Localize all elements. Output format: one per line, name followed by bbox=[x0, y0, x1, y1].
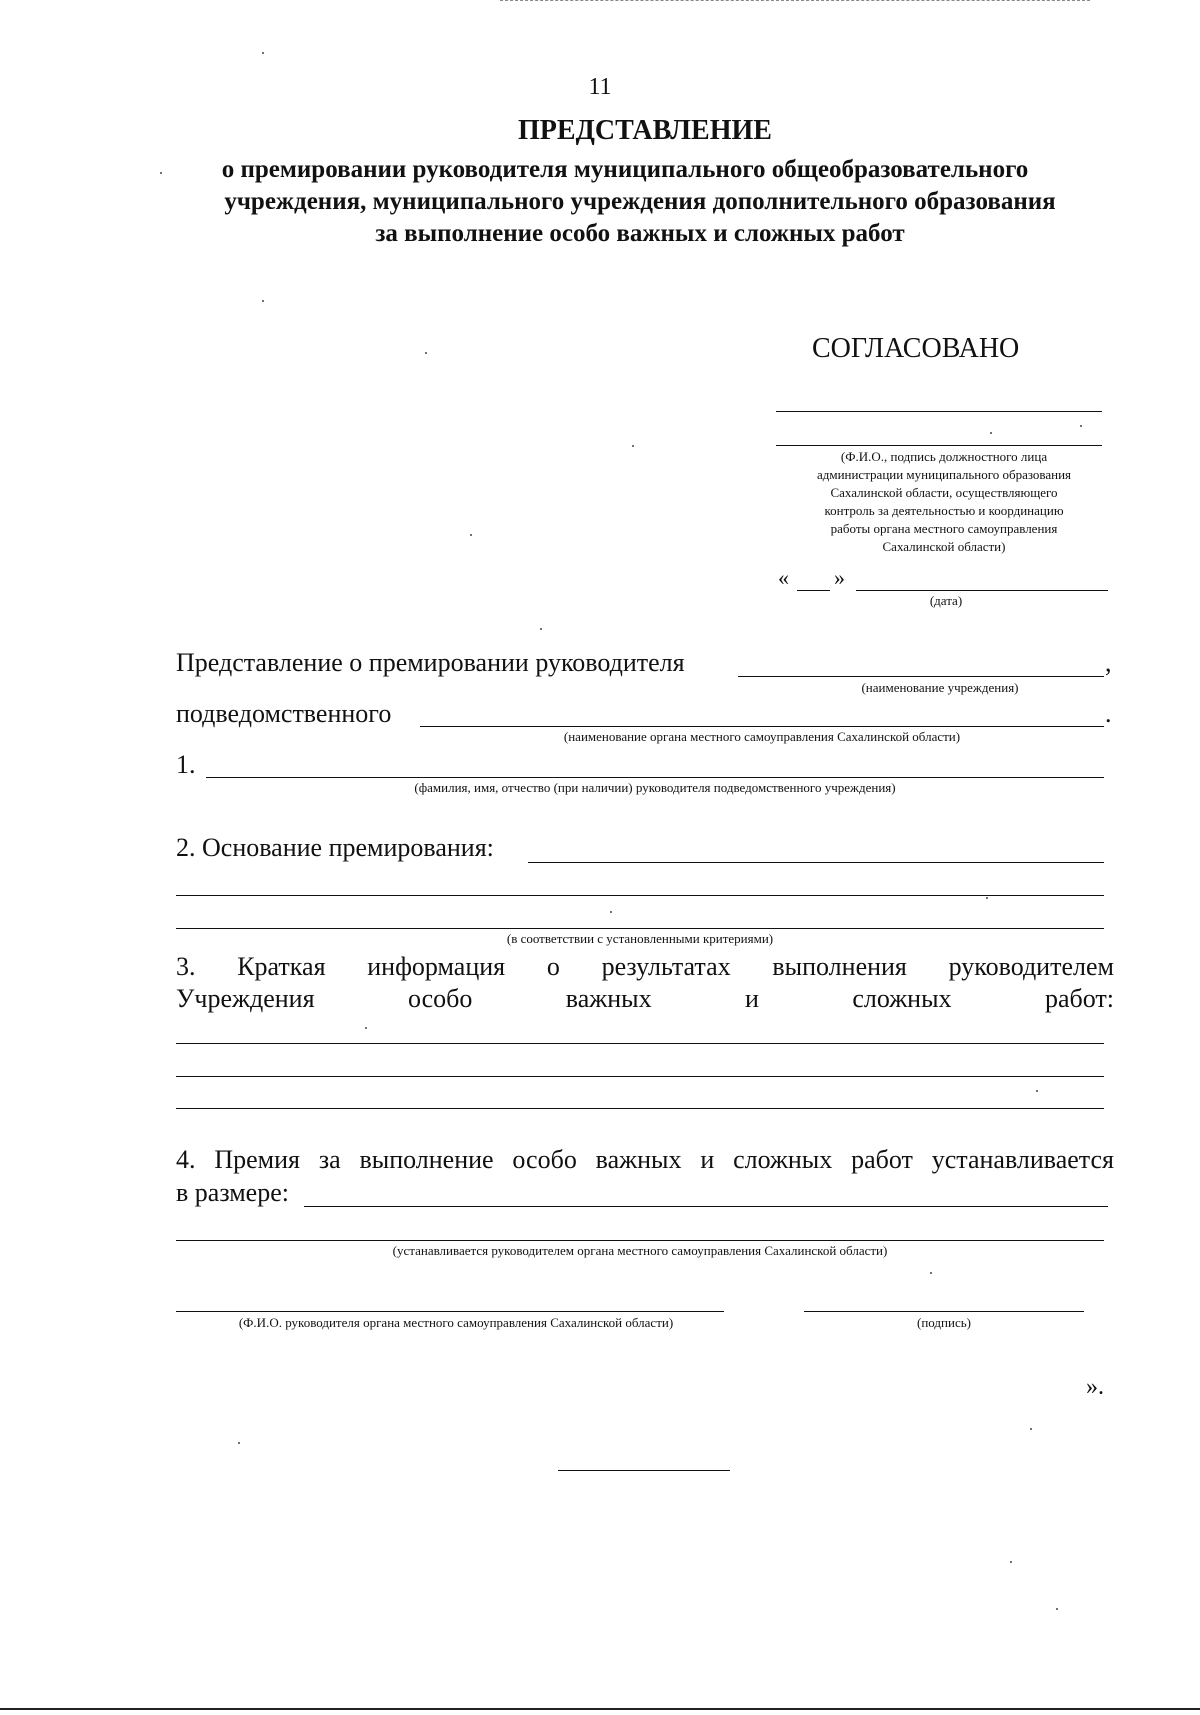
scan-speck bbox=[160, 172, 162, 174]
signature-name-caption: (Ф.И.О. руководителя органа местного самоуправления Сахалинской области) bbox=[238, 1315, 674, 1330]
scan-top-fragment bbox=[500, 0, 1090, 1]
scan-speck bbox=[1036, 1090, 1038, 1092]
approval-caption-3: Сахалинской области, осуществляющего bbox=[830, 485, 1058, 500]
intro-line-2: подведомственного bbox=[176, 699, 392, 728]
authority-name-line bbox=[420, 726, 1104, 727]
item3-word: важных bbox=[565, 984, 652, 1013]
item2-label: 2. Основание премирования: bbox=[176, 833, 494, 862]
item4-word: 4. bbox=[176, 1145, 196, 1174]
scan-speck bbox=[632, 445, 634, 447]
item4-line-3 bbox=[176, 1240, 1104, 1241]
item2-line-3 bbox=[176, 928, 1104, 929]
subtitle-line-1: о премировании руководителя муниципального общеобразовательного bbox=[221, 156, 1029, 183]
date-quote-close: » bbox=[834, 565, 845, 590]
item3-word: Краткая bbox=[237, 952, 326, 981]
intro-line-1: Представление о премировании руководителя bbox=[176, 648, 685, 677]
item3-word: особо bbox=[407, 984, 473, 1013]
approval-heading: СОГЛАСОВАНО bbox=[812, 333, 1020, 364]
institution-name-caption: (наименование учреждения) bbox=[861, 680, 1019, 695]
approval-caption-5: работы органа местного самоуправления bbox=[830, 521, 1058, 536]
scan-speck bbox=[986, 897, 988, 899]
item4-word: за bbox=[318, 1145, 341, 1174]
item3-word: Учреждения bbox=[176, 984, 315, 1013]
item3-row-2 bbox=[176, 984, 1114, 1014]
page-number: 11 bbox=[588, 74, 612, 100]
approval-caption-1: (Ф.И.О., подпись должностного лица bbox=[840, 449, 1048, 464]
item3-word: руководителем bbox=[948, 952, 1114, 981]
item4-word: важных bbox=[595, 1145, 682, 1174]
item3-word: 3. bbox=[176, 952, 196, 981]
item4-row-1 bbox=[176, 1145, 1114, 1175]
item1-caption: (фамилия, имя, отчество (при наличии) руководителя подведомственного учреждения) bbox=[414, 780, 896, 795]
approval-caption-2: администрации муниципального образования bbox=[816, 467, 1072, 482]
scan-speck bbox=[1080, 425, 1082, 427]
item2-caption: (в соответствии с установленными критериями) bbox=[506, 931, 774, 946]
item3-line-2 bbox=[176, 1076, 1104, 1077]
item4-word: Премия bbox=[214, 1145, 300, 1174]
intro-line-2-period: . bbox=[1105, 699, 1112, 728]
item3-row-1 bbox=[176, 952, 1114, 982]
item3-word: сложных bbox=[852, 984, 952, 1013]
item3-word: результатах bbox=[601, 952, 731, 981]
item3-word: выполнения bbox=[772, 952, 907, 981]
signature-name-line bbox=[176, 1311, 724, 1312]
item4-line-2-text: в размере: bbox=[176, 1178, 289, 1207]
scan-speck bbox=[238, 1442, 240, 1444]
item3-word: информация bbox=[367, 952, 506, 981]
item3-line-1 bbox=[176, 1043, 1104, 1044]
item2-line-1 bbox=[528, 862, 1104, 863]
scan-speck bbox=[930, 1272, 932, 1274]
subtitle-line-3: за выполнение особо важных и сложных работ bbox=[375, 220, 905, 247]
approval-caption-6: Сахалинской области) bbox=[882, 539, 1006, 554]
intro-line-1-comma: , bbox=[1105, 648, 1112, 677]
signature-caption: (подпись) bbox=[917, 1315, 971, 1330]
item4-word: особо bbox=[512, 1145, 577, 1174]
item4-word: устанавливается bbox=[931, 1145, 1114, 1174]
scan-speck bbox=[1030, 1428, 1032, 1430]
end-separator-line bbox=[558, 1470, 730, 1471]
item3-word: работ: bbox=[1044, 984, 1114, 1013]
date-line bbox=[856, 590, 1108, 591]
approval-caption-4: контроль за деятельностью и координацию bbox=[824, 503, 1064, 518]
scan-speck bbox=[262, 300, 264, 302]
scan-speck bbox=[1056, 1608, 1058, 1610]
authority-name-caption: (наименование органа местного самоуправления Сахалинской области) bbox=[563, 729, 961, 744]
item1-number: 1. bbox=[176, 750, 196, 779]
item4-word: работ bbox=[851, 1145, 913, 1174]
scan-speck bbox=[540, 628, 542, 630]
scan-speck bbox=[610, 911, 612, 913]
item2-line-2 bbox=[176, 895, 1104, 896]
scan-speck bbox=[1010, 1561, 1012, 1563]
signature-line bbox=[804, 1311, 1084, 1312]
item3-word: о bbox=[546, 952, 560, 981]
item3-word: и bbox=[745, 984, 759, 1013]
item4-word: выполнение bbox=[359, 1145, 494, 1174]
item4-word: сложных bbox=[733, 1145, 833, 1174]
approval-line-1 bbox=[776, 411, 1102, 412]
approval-line-2 bbox=[776, 445, 1102, 446]
date-quote-open: « bbox=[778, 565, 789, 590]
document-title: ПРЕДСТАВЛЕНИЕ bbox=[518, 115, 772, 146]
date-caption: (дата) bbox=[929, 593, 963, 608]
item4-caption: (устанавливается руководителем органа местного самоуправления Сахалинской области) bbox=[392, 1243, 888, 1258]
item4-word: и bbox=[700, 1145, 715, 1174]
item1-name-line bbox=[206, 777, 1104, 778]
subtitle-line-2: учреждения, муниципального учреждения дополнительного образования bbox=[224, 188, 1056, 215]
scan-speck bbox=[425, 352, 427, 354]
scan-edge-line bbox=[0, 1708, 1200, 1710]
closing-quote-mark: ». bbox=[1086, 1374, 1104, 1400]
scan-speck bbox=[262, 52, 264, 54]
scan-speck bbox=[470, 534, 472, 536]
item4-amount-line bbox=[304, 1206, 1108, 1207]
scan-speck bbox=[990, 432, 992, 434]
institution-name-line bbox=[738, 676, 1104, 677]
item3-line-3 bbox=[176, 1108, 1104, 1109]
date-day-line bbox=[797, 590, 830, 591]
scan-speck bbox=[365, 1027, 367, 1029]
